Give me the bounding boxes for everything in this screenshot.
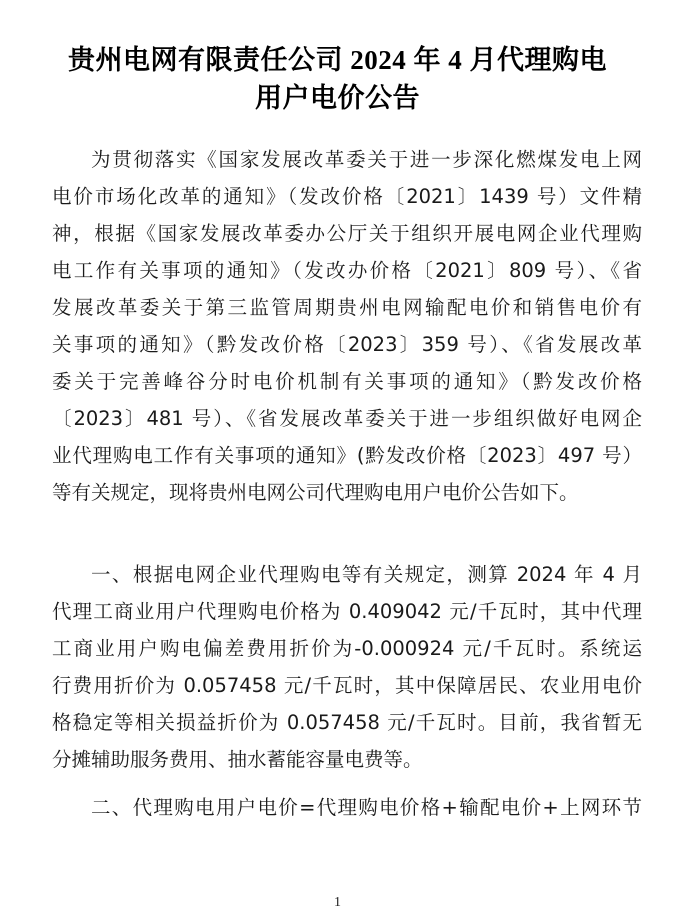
paragraph-line: 格稳定等相关损益折价为 0.057458 元/千瓦时。目前，我省暂无 [52,711,642,734]
paragraph-line: 行费用折价为 0.057458 元/千瓦时，其中保障居民、农业用电价 [52,674,642,697]
paragraph-line: 〔2023〕481 号）、《省发展改革委关于进一步组织做好电网企 [52,407,642,430]
document-title-line-1: 贵州电网有限责任公司 2024 年 4 月代理购电 [68,45,607,75]
page-number: 1 [334,895,341,910]
paragraph-line: 业代理购电工作有关事项的通知》(黔发改价格〔2023〕497 号） [52,444,642,467]
paragraph-line: 电价市场化改革的通知》（发改价格〔2021〕1439 号）文件精 [52,185,642,208]
paragraph-line: 神，根据《国家发展改革委办公厅关于组织开展电网企业代理购 [52,222,642,245]
paragraph-line: 为贯彻落实《国家发展改革委关于进一步深化燃煤发电上网 [91,148,642,171]
paragraph-line: 代理工商业用户代理购电价格为 0.409042 元/千瓦时，其中代理 [52,600,642,623]
paragraph-line: 一、根据电网企业代理购电等有关规定，测算 2024 年 4 月 [91,563,642,586]
paragraph-line: 等有关规定，现将贵州电网公司代理购电用户电价公告如下。 [52,481,579,504]
paragraph-line: 发展改革委关于第三监管周期贵州电网输配电价和销售电价有 [52,296,642,319]
paragraph-line: 二、代理购电用户电价=代理购电价格+输配电价+上网环节 [91,796,642,819]
paragraph-line: 分摊辅助服务费用、抽水蓄能容量电费等。 [52,748,423,771]
paragraph-line: 电工作有关事项的通知》（发改办价格〔2021〕809 号）、《省 [52,259,642,282]
document-title-line-2: 用户电价公告 [255,83,420,113]
paragraph-line: 关事项的通知》（黔发改价格〔2023〕359 号）、《省发展改革 [52,333,642,356]
paragraph-line: 工商业用户购电偏差费用折价为-0.000924 元/千瓦时。系统运 [52,637,642,660]
paragraph-line: 委关于完善峰谷分时电价机制有关事项的通知》（黔发改价格 [52,370,642,393]
